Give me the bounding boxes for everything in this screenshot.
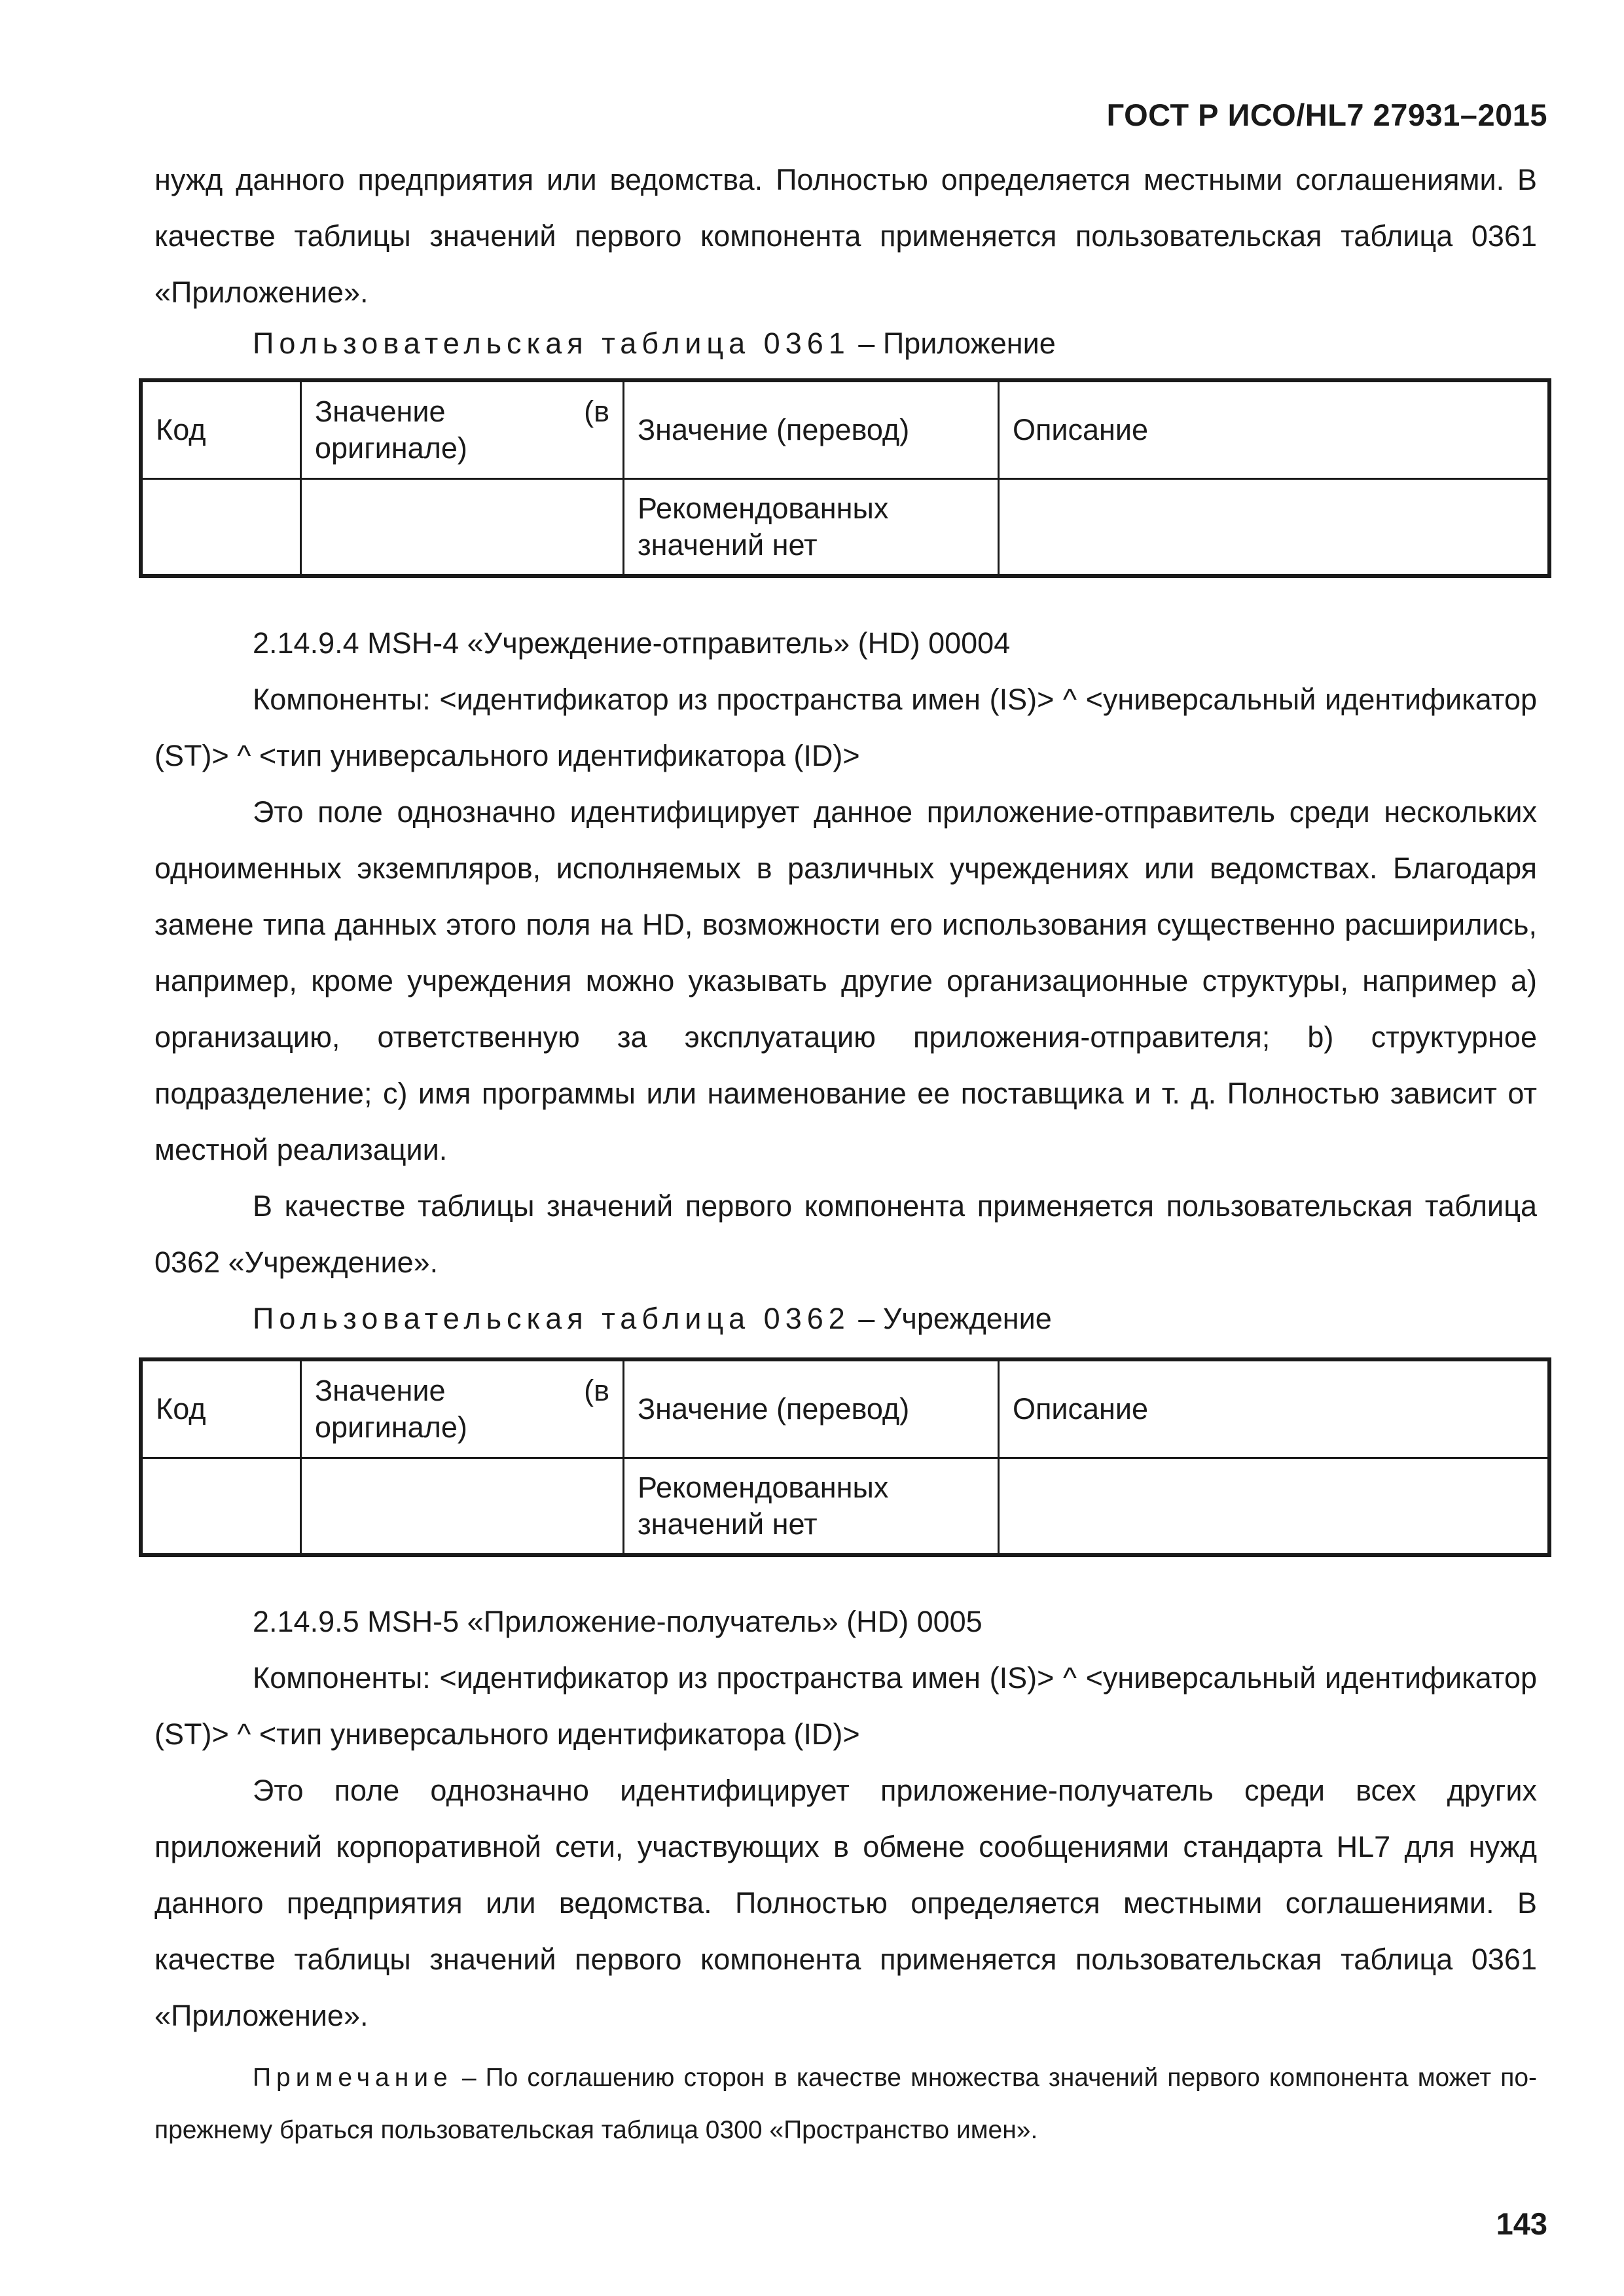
table1-caption-dash: –	[850, 327, 883, 360]
table2-header-description: Описание	[999, 1359, 1550, 1458]
intro-paragraph: нужд данного предприятия или ведомства. Полностью определяется местными соглашениями. В качестве таблицы значений первого компонента применяется пользовательская таблица 0361 «Приложение».	[154, 163, 1537, 309]
section-heading: 2.14.9.4 MSH-4 «Учреждение-отправитель» (HD) 00004	[253, 626, 1011, 660]
section-msh5	[154, 1594, 1537, 2044]
table1-cell-code	[141, 479, 301, 577]
section-heading: 2.14.9.5 MSH-5 «Приложение-получатель» (HD) 0005	[253, 1605, 983, 1638]
table1-header-row	[141, 380, 1549, 479]
table2-cell-code	[141, 1458, 301, 1556]
components-paragraph: Компоненты: <идентификатор из пространства имен (IS)> ^ <универсальный идентификатор (ST)> ^ <тип универсального идентификатора (ID)>	[154, 683, 1537, 772]
note-text: По соглашению сторон в качестве множества значений первого компонента может по-прежнему браться пользовательская таблица 0300 «Пространство имен».	[154, 2064, 1537, 2144]
table2-caption-prefix: Пользовательская таблица 0362	[253, 1302, 850, 1335]
table2-cell-description	[999, 1458, 1550, 1556]
intro-block	[154, 152, 1537, 321]
table-0362	[139, 1357, 1551, 1557]
table2-header-translation: Значение (перевод)	[624, 1359, 999, 1458]
note-label: Примечание	[253, 2064, 453, 2092]
table2-header-code: Код	[141, 1359, 301, 1458]
table-row	[141, 1458, 1549, 1556]
table-0361	[139, 378, 1551, 578]
table1-caption-title: Приложение	[882, 327, 1056, 360]
table1-header-code: Код	[141, 380, 301, 479]
note-dash: –	[452, 2064, 486, 2092]
table1-cell-translation: Рекомендованных значений нет	[624, 479, 999, 577]
table1-header-description: Описание	[999, 380, 1550, 479]
table-reference-paragraph: В качестве таблицы значений первого компонента применяется пользовательская таблица 0362 «Учреждение».	[154, 1189, 1537, 1279]
table2-caption-dash: –	[850, 1302, 883, 1335]
table2-caption-title: Учреждение	[882, 1302, 1052, 1335]
table2-header-original: Значение (в оригинале)	[301, 1359, 624, 1458]
table2-header-row	[141, 1359, 1549, 1458]
section-msh4	[154, 615, 1537, 1347]
document-header: ГОСТ Р ИСО/HL7 27931–2015	[1106, 98, 1547, 132]
table1-cell-description	[999, 479, 1550, 577]
description-paragraph: Это поле однозначно идентифицирует приложение-получатель среди всех других приложений корпоративной сети, участвующих в обмене сообщениями стандарта HL7 для нужд данного предприятия или ведомства. Полностью определяется местными соглашениями. В качестве таблицы значений первого компонента применяется пользовательская таблица 0361 «Приложение».	[154, 1774, 1537, 2032]
description-paragraph: Это поле однозначно идентифицирует данное приложение-отправитель среди нескольких одноименных экземпляров, исполняемых в различных учреждениях или ведомствах. Благодаря замене типа данных этого поля на HD, возможности его использования существенно расширились, например, кроме учреждения можно указывать другие организационные структуры, например a) организацию, ответственную за эксплуатацию приложения-отправителя; b) структурное подразделение; c) имя программы или наименование ее поставщика и т. д. Полностью зависит от местной реализации.	[154, 795, 1537, 1166]
table1-header-original: Значение (в оригинале)	[301, 380, 624, 479]
table2-cell-original	[301, 1458, 624, 1556]
table2-caption	[154, 1291, 1537, 1347]
table1-caption-prefix: Пользовательская таблица 0361	[253, 327, 850, 360]
table-row	[141, 479, 1549, 577]
components-paragraph: Компоненты: <идентификатор из пространства имен (IS)> ^ <универсальный идентификатор (ST)> ^ <тип универсального идентификатора (ID)>	[154, 1661, 1537, 1751]
table1-header-translation: Значение (перевод)	[624, 380, 999, 479]
page-number: 143	[1496, 2206, 1547, 2241]
table1-cell-original	[301, 479, 624, 577]
note-block	[154, 2052, 1537, 2157]
table1-caption	[154, 315, 1537, 372]
table2-cell-translation: Рекомендованных значений нет	[624, 1458, 999, 1556]
